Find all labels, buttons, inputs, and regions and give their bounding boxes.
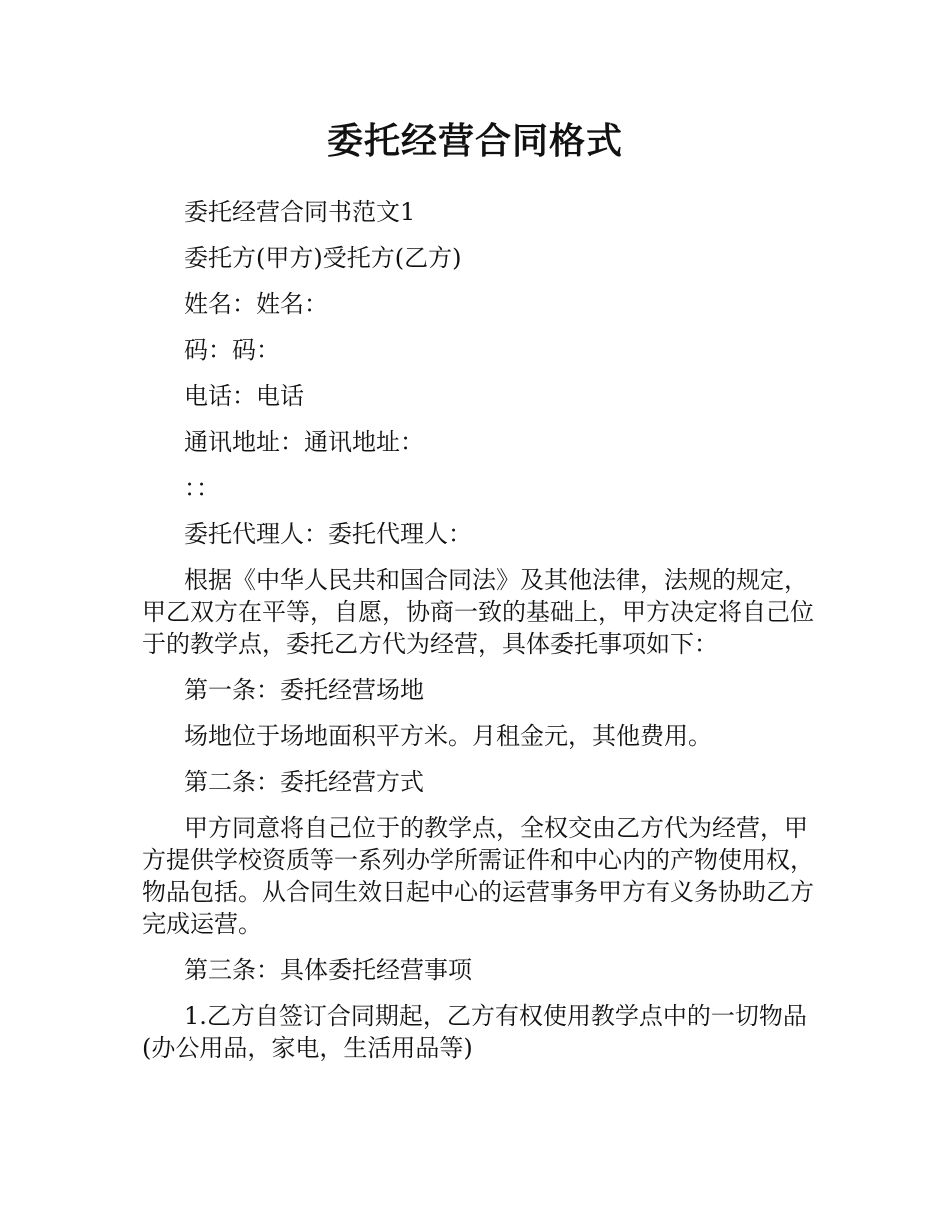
paragraph-name: 姓名：姓名： [184, 290, 328, 318]
paragraph-article-2-title: 第二条：委托经营方式 [184, 768, 424, 796]
paragraph-parties: 委托方(甲方)受托方(乙方) [184, 244, 462, 272]
document-body [142, 196, 814, 1078]
paragraph-preamble: 根据《中华人民共和国合同法》及其他法律，法规的规定，甲乙双方在平等，自愿，协商一致的基础上，甲方决定将自己位于的教学点，委托乙方代为经营，具体委托事项如下： [142, 566, 814, 658]
paragraph-phone: 电话：电话 [184, 382, 304, 410]
paragraph-article-3-title: 第三条：具体委托经营事项 [184, 956, 472, 984]
paragraph-heading-sample: 委托经营合同书范文1 [184, 198, 416, 226]
paragraph-article-3-item-1: 1.乙方自签订合同期起，乙方有权使用教学点中的一切物品(办公用品，家电，生活用品等) [142, 1002, 807, 1062]
document-title: 委托经营合同格式 [326, 121, 623, 162]
paragraph-agent: 委托代理人：委托代理人： [184, 520, 472, 548]
paragraph-article-2-body: 甲方同意将自己位于的教学点，全权交由乙方代为经营，甲方提供学校资质等一系列办学所需证件和中心内的产物使用权，物品包括。从合同生效日起中心的运营事务甲方有义务协助乙方完成运营。 [142, 814, 814, 938]
paragraph-article-1-body: 场地位于场地面积平方米。月租金元，其他费用。 [184, 722, 712, 750]
paragraph-address: 通讯地址：通讯地址： [184, 428, 424, 456]
paragraph-code: 码：码： [184, 336, 280, 364]
paragraph-article-1-title: 第一条：委托经营场地 [184, 676, 424, 704]
paragraph-blank-fields: ：： [184, 474, 220, 502]
